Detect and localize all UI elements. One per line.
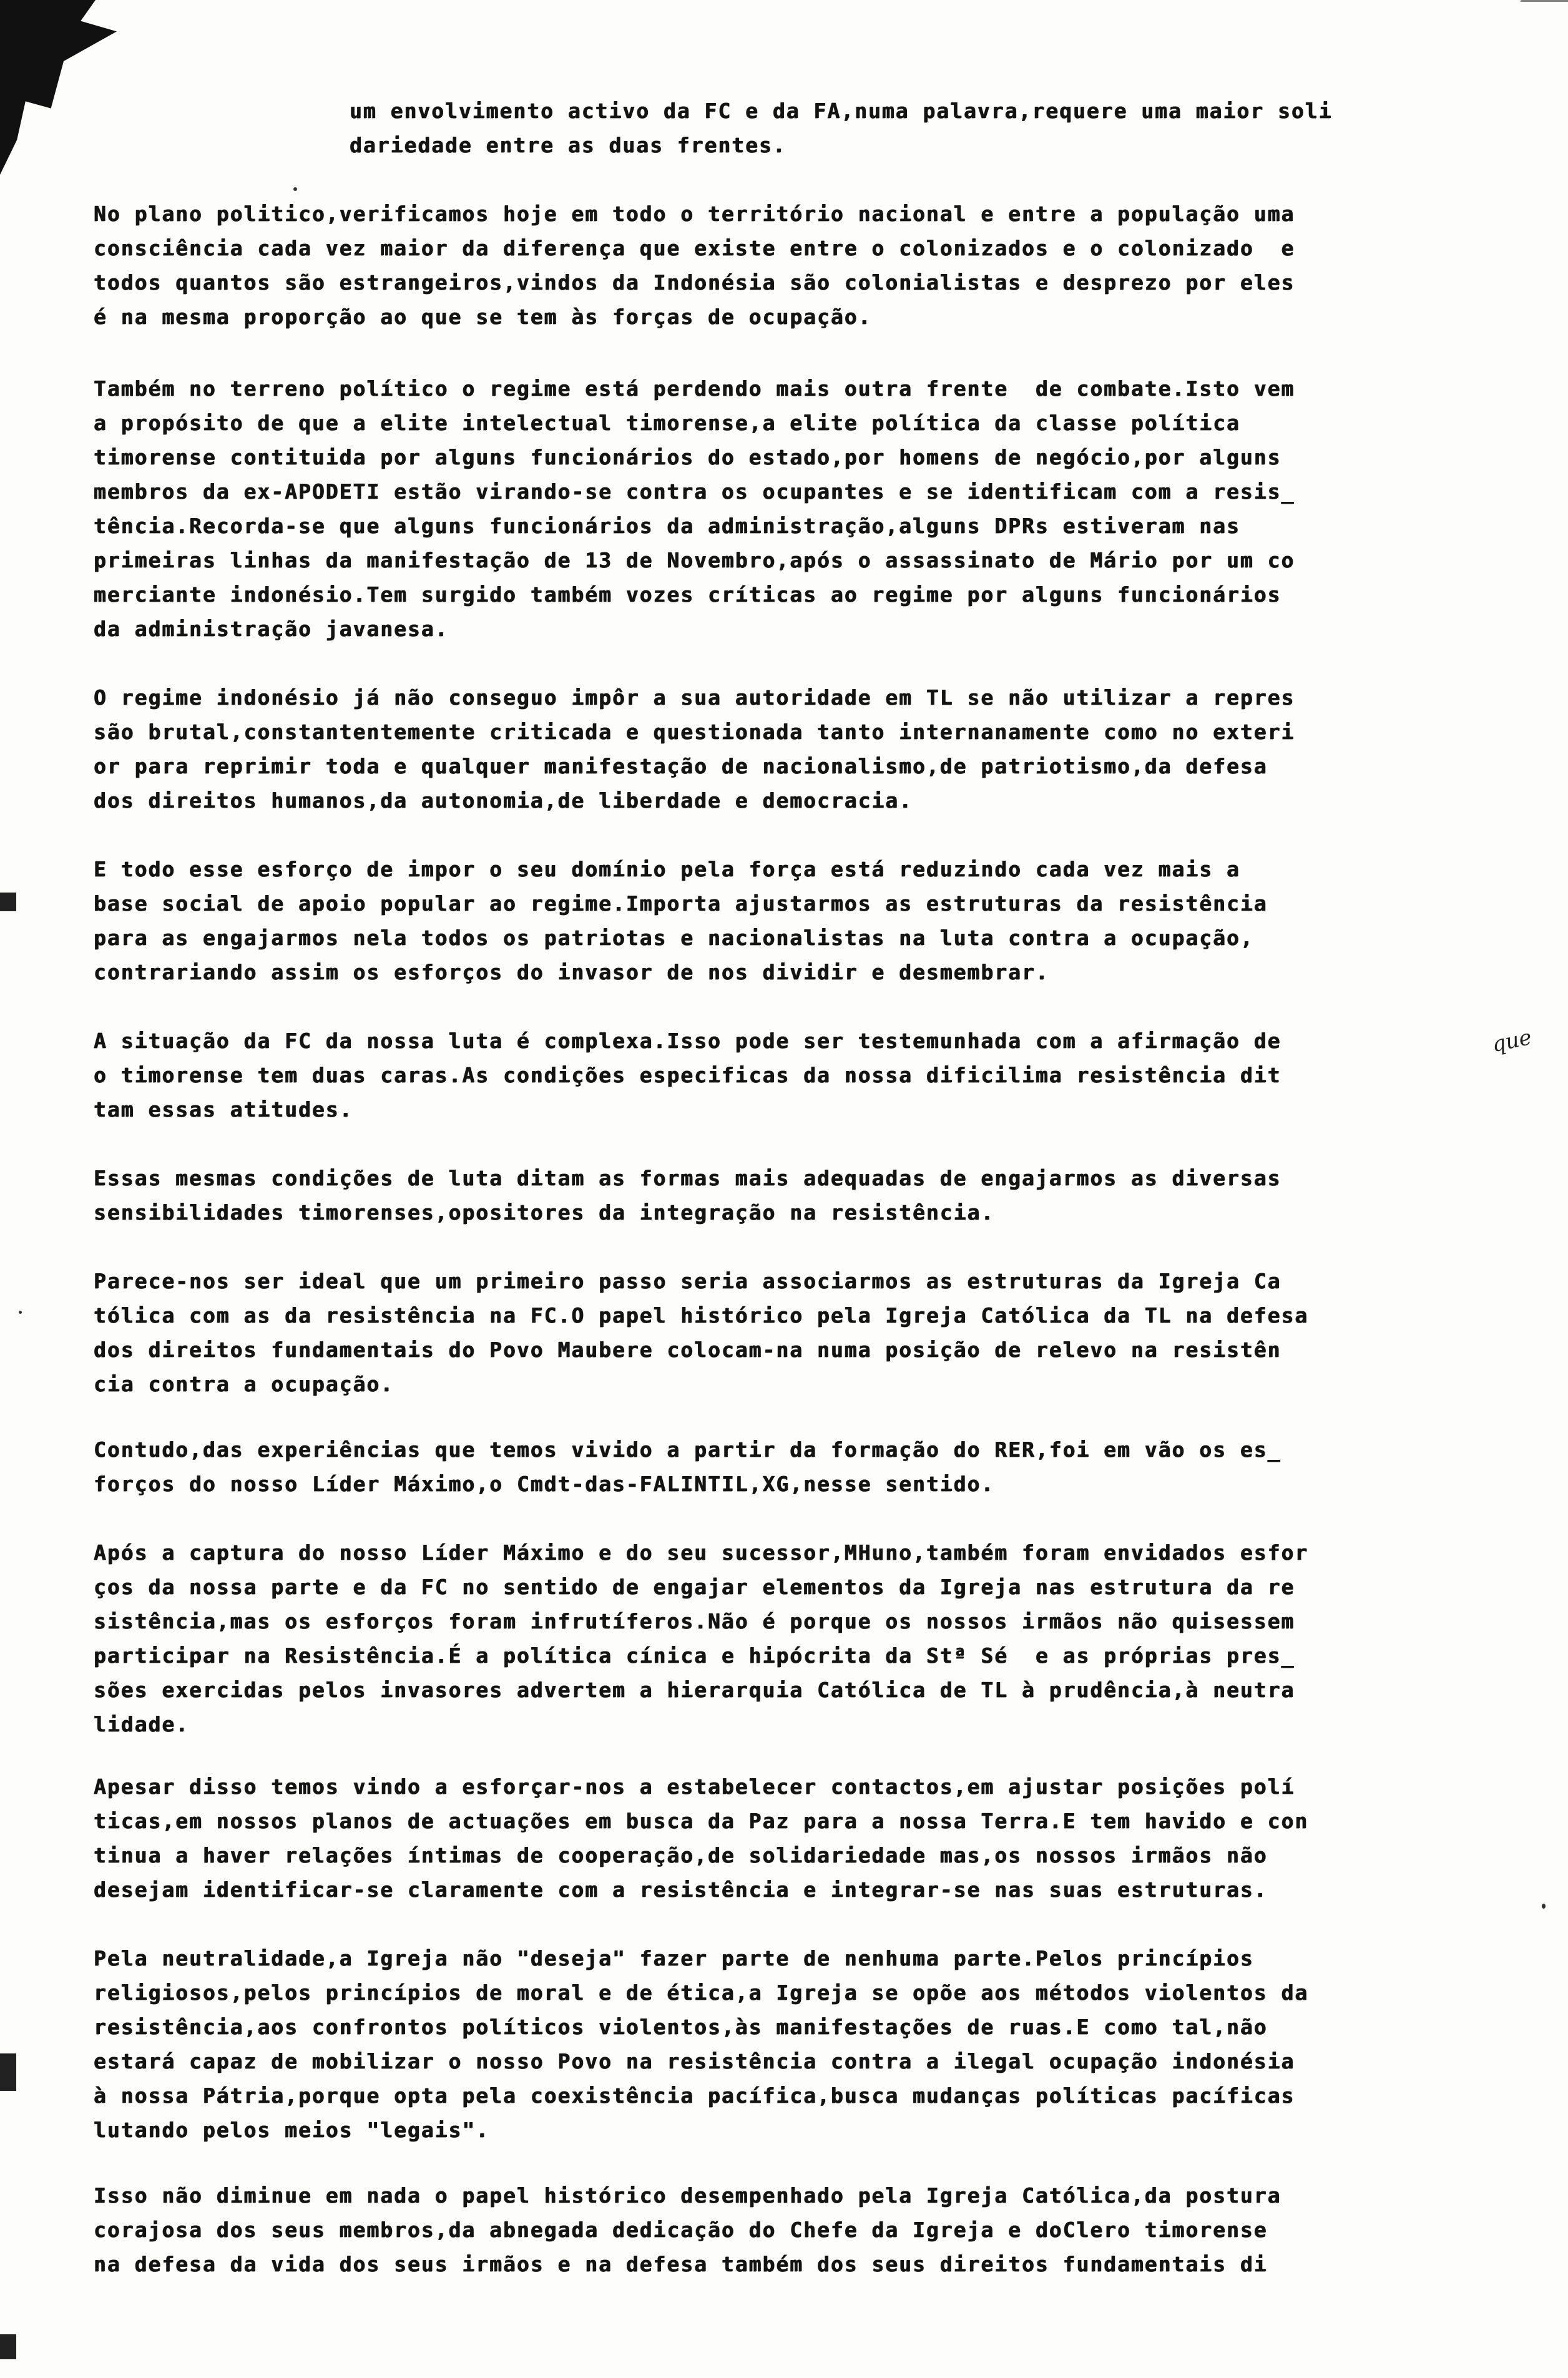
paragraph: Também no terreno político o regime está perdendo mais outra frente de combate.Isto vem a propósito de que a elite intelectual timorense,a elite política da classe política timorense contituida por alguns funcionários do estado,por homens de negócio,por alguns membros da ex-APODETI estão virando-se contra os ocupantes e se identificam com a resis_ tência.Recorda-se que alguns funcionários da administração,alguns DPRs estiveram nas primeiras linhas da manifestação de 13 de Novembro,após o assassinato de Mário por um co merciante indonésio.Tem surgido também vozes críticas ao regime por alguns funcionários da administração javanesa. bbox=[94, 376, 1295, 641]
paragraph: O regime indonésio já não conseguo impôr a sua autoridade em TL se não utilizar a repres são brutal,constantentemente criticada e questionada tanto internanamente como no exteri or para reprimir toda e qualquer manifestação de nacionalismo,de patriotismo,da defesa dos direitos humanos,da autonomia,de liberdade e democracia. bbox=[94, 685, 1295, 813]
paragraph: No plano politico,verificamos hoje em todo o território nacional e entre a população uma consciência cada vez maior da diferença que existe entre o colonizados e o colonizado e todos quantos são estrangeiros,vindos da Indonésia são colonialistas e desprezo por eles é na mesma proporção ao que se tem às forças de ocupação. bbox=[94, 202, 1295, 329]
paragraph: Contudo,das experiências que temos vivido a partir da formação do RER,foi em vão os es_ forços do nosso Líder Máximo,o Cmdt-das-FALINTIL,XG,nesse sentido. bbox=[94, 1437, 1281, 1496]
scan-speck bbox=[1542, 1904, 1546, 1909]
scan-edge-mark bbox=[1502, 0, 1568, 39]
scan-edge-mark bbox=[0, 2053, 16, 2091]
paragraph: Parece-nos ser ideal que um primeiro passo seria associarmos as estruturas da Igreja Ca tólica com as da resistência na FC.O papel histórico pela Igreja Católica da TL na defesa dos direitos fundamentais do Povo Maubere colocam-na numa posição de relevo na resistên cia contra a ocupação. bbox=[94, 1269, 1309, 1396]
paragraph: Apesar disso temos vindo a esforçar-nos a estabelecer contactos,em ajustar posições polí ticas,em nossos planos de actuações em busca da Paz para a nossa Terra.E tem havido e con tinua a haver relações íntimas de cooperação,de solidariedade mas,os nossos irmãos não desejam identificar-se claramente com a resistência e integrar-se nas suas estruturas. bbox=[94, 1774, 1309, 1902]
paragraph: Isso não diminue em nada o papel histórico desempenhado pela Igreja Católica,da postura corajosa dos seus membros,da abnegada dedicação do Chefe da Igreja e doClero timorense na defesa da vida dos seus irmãos e na defesa também dos seus direitos fundamentais di bbox=[94, 2183, 1281, 2276]
scan-edge-mark bbox=[0, 893, 16, 911]
scan-speck bbox=[293, 187, 297, 191]
paragraph: E todo esse esforço de impor o seu domínio pela força está reduzindo cada vez mais a base social de apoio popular ao regime.Importa ajustarmos as estruturas da resistência para as engajarmos nela todos os patriotas e nacionalistas na luta contra a ocupação, contrariando assim os esforços do invasor de nos dividir e desmembrar. bbox=[94, 857, 1268, 984]
paragraph: Após a captura do nosso Líder Máximo e do seu sucessor,MHuno,também foram envidados esfor ços da nossa parte e da FC no sentido de engajar elementos da Igreja nas estrutura da re sistência,mas os esforços foram infrutíferos.Não é porque os nossos irmãos não quisessem participar na Resistência.É a política cínica e hipócrita da Stª Sé e as próprias pres_ sões exercidas pelos invasores advertem a hierarquia Católica de TL à prudência,à neutra lidade. bbox=[94, 1540, 1309, 1736]
scan-speck bbox=[19, 1311, 22, 1314]
paragraph: Pela neutralidade,a Igreja não "deseja" fazer parte de nenhuma parte.Pelos princípios religiosos,pelos princípios de moral e de ética,a Igreja se opõe aos métodos violentos da resistência,aos confrontos políticos violentos,às manifestações de ruas.E como tal,não estará capaz de mobilizar o nosso Povo na resistência contra a ilegal ocupação indonésia à nossa Pátria,porque opta pela coexistência pacífica,busca mudanças políticas pacíficas lutando pelos meios "legais". bbox=[94, 1946, 1309, 2142]
scan-edge-mark bbox=[0, 2334, 16, 2359]
scan-corner-blot bbox=[0, 0, 212, 175]
paragraph: A situação da FC da nossa luta é complexa.Isso pode ser testemunhada com a afirmação de o timorense tem duas caras.As condições especificas da nossa dificilima resistência dit tam essas atitudes. bbox=[94, 1029, 1281, 1122]
handwritten-annotation: que bbox=[1489, 1024, 1534, 1058]
paragraph: um envolvimento activo da FC e da FA,numa palavra,requere uma maior soli dariedade entre as duas frentes. bbox=[350, 99, 1333, 157]
paragraph: Essas mesmas condições de luta ditam as formas mais adequadas de engajarmos as diversas sensibilidades timorenses,opositores da integração na resistência. bbox=[94, 1166, 1281, 1225]
